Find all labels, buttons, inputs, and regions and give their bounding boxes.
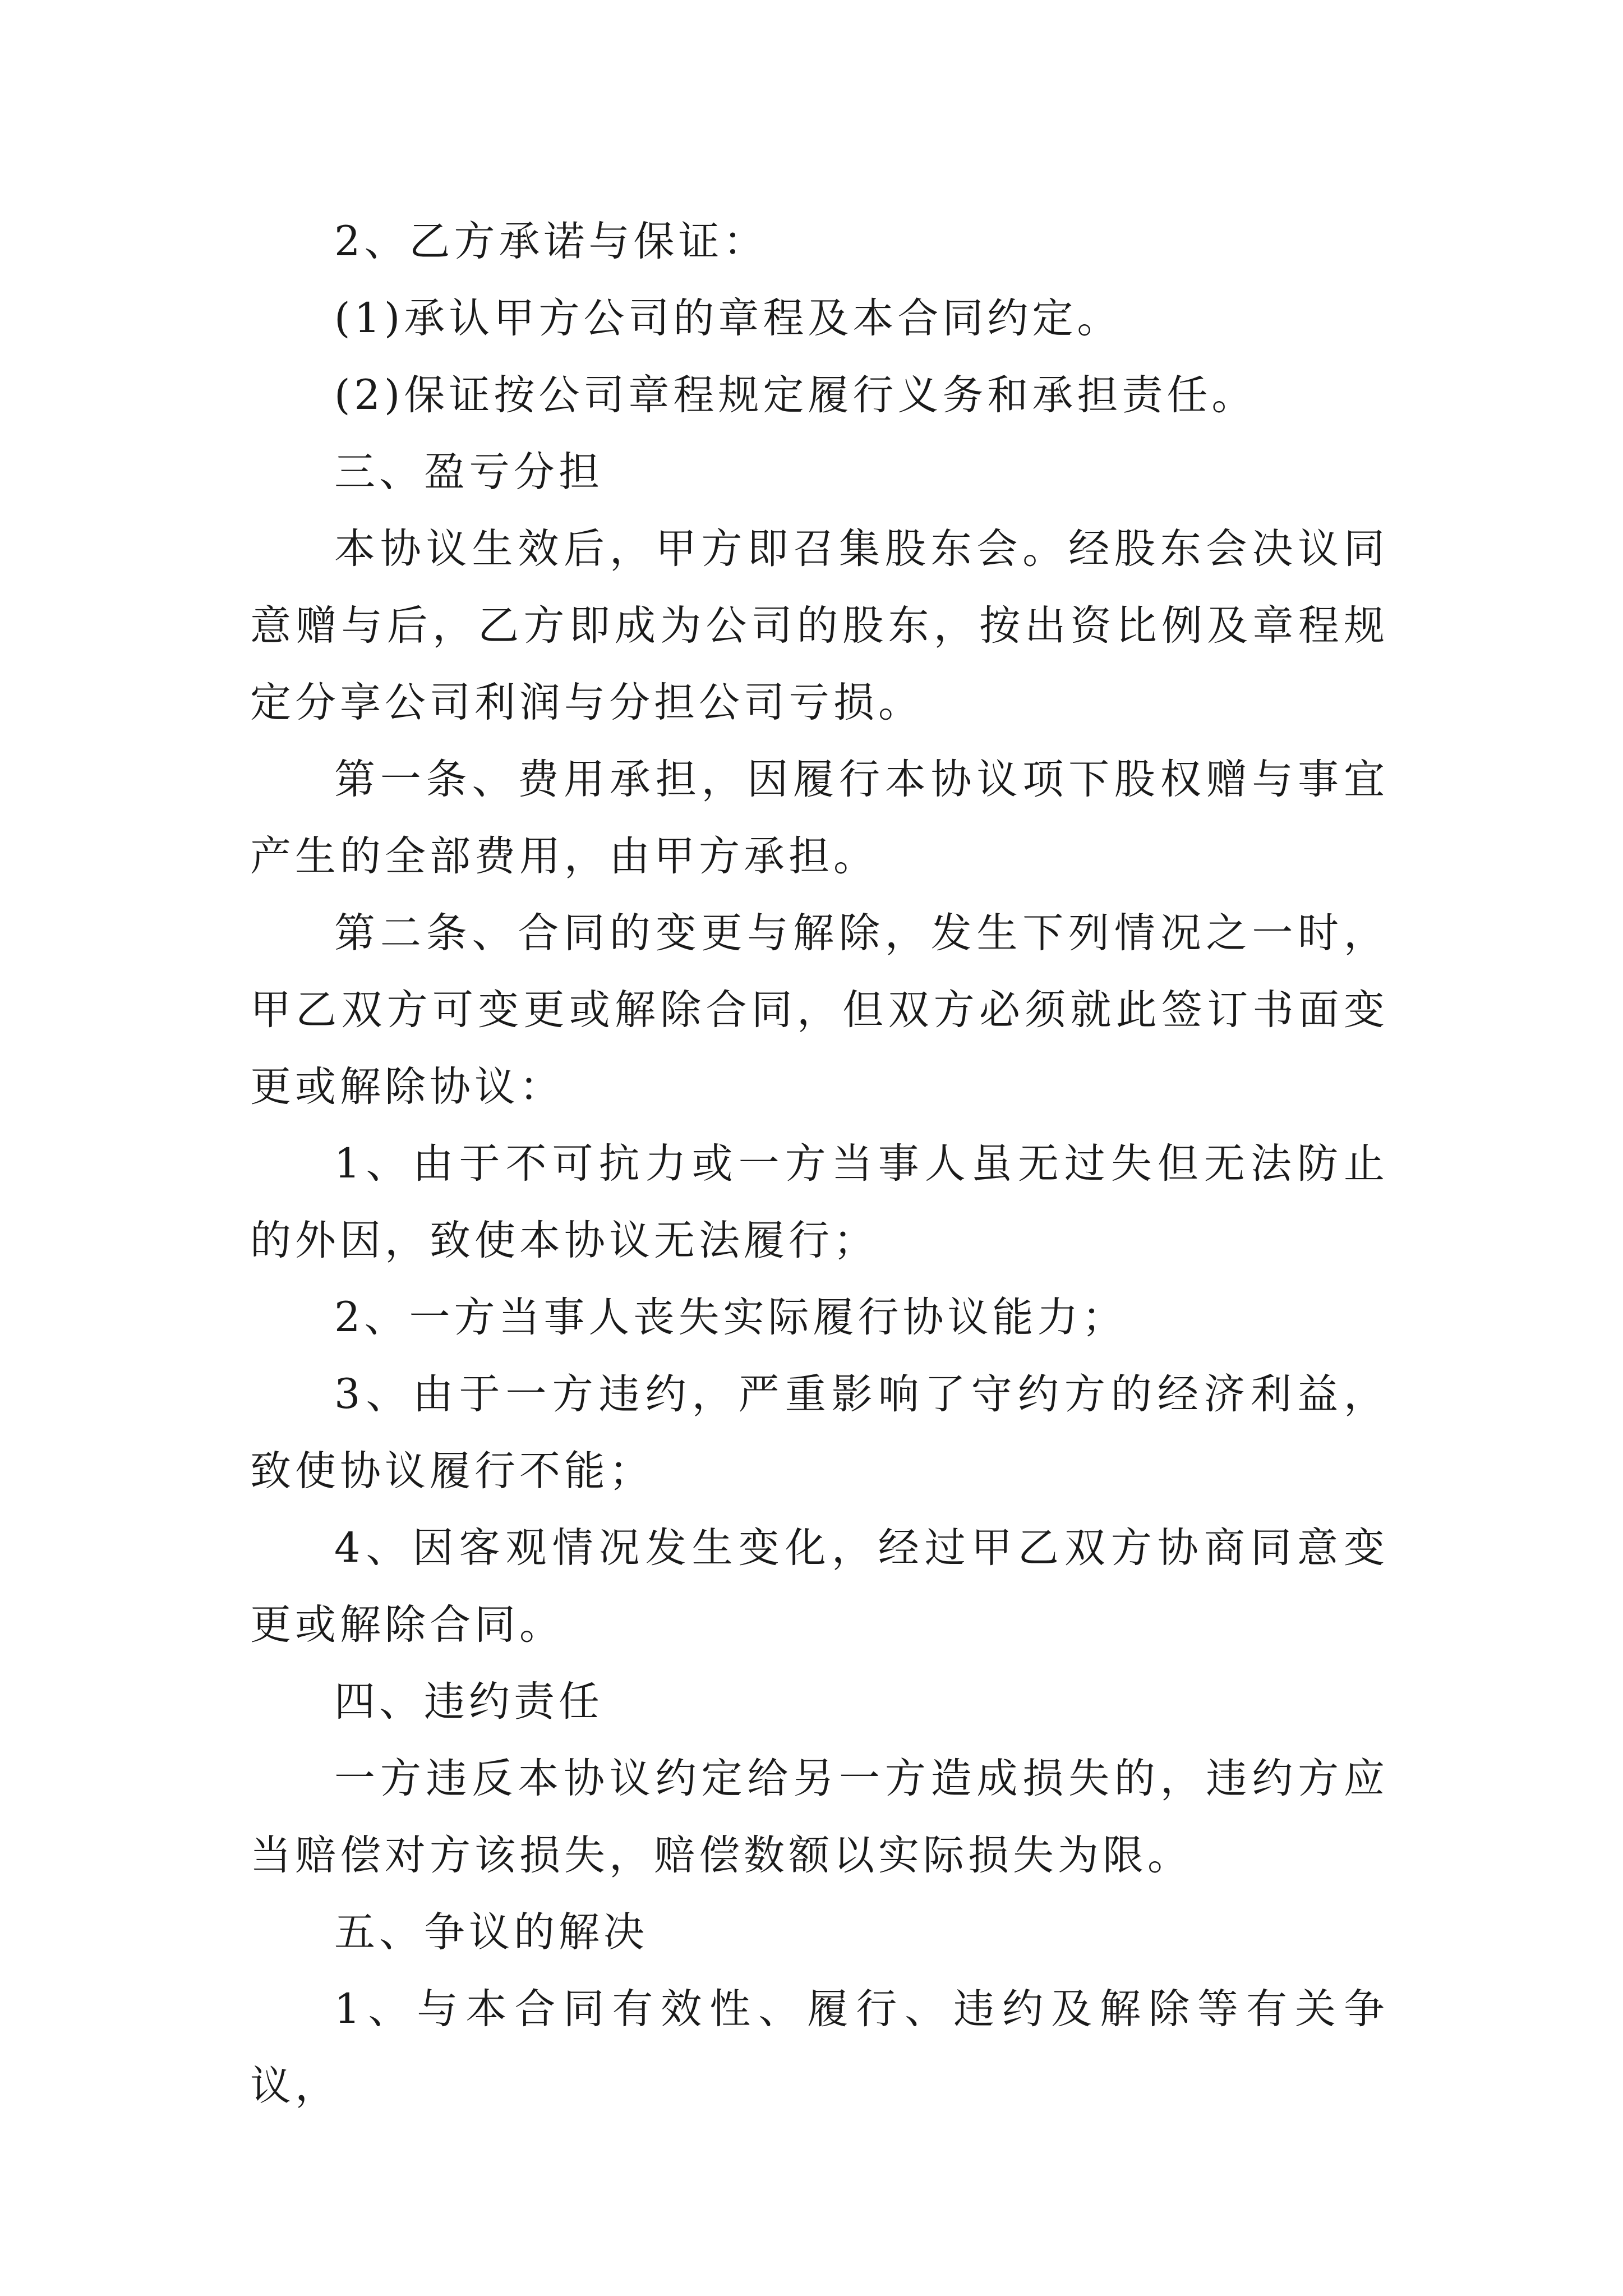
- paragraph-party-b-commitment-heading: 2、乙方承诺与保证：: [334, 218, 768, 265]
- paragraph-liability-body: 一方违反本协议约定给另一方造成损失的，违约方应当赔偿对方该损失，赔偿数额以实际损失为限。: [250, 1755, 1389, 1879]
- section-heading-dispute-resolution: 五、争议的解决: [334, 1908, 648, 1956]
- paragraph-commitment-item-1: (1)承认甲方公司的章程及本合同约定。: [334, 295, 1122, 342]
- paragraph-termination-case-3: 3、由于一方违约，严重影响了守约方的经济利益，致使协议履行不能；: [250, 1370, 1389, 1495]
- paragraph-article-1-costs: 第一条、费用承担，因履行本协议项下股权赠与事宜产生的全部费用，由甲方承担。: [250, 756, 1389, 880]
- paragraph-termination-case-1: 1、由于不可抗力或一方当事人虽无过失但无法防止的外因，致使本协议无法履行；: [250, 1140, 1389, 1264]
- paragraph-dispute-item-1: 1、与本合同有效性、履行、违约及解除等有关争议，: [250, 1985, 1389, 2110]
- paragraph-article-2-change-termination: 第二条、合同的变更与解除，发生下列情况之一时，甲乙双方可变更或解除合同，但双方必须就此签订书面变更或解除协议：: [250, 909, 1389, 1111]
- paragraph-termination-case-4: 4、因客观情况发生变化，经过甲乙双方协商同意变更或解除合同。: [250, 1524, 1389, 1649]
- section-heading-profit-loss: 三、盈亏分担: [334, 448, 603, 496]
- paragraph-profit-loss-body: 本协议生效后，甲方即召集股东会。经股东会决议同意赠与后，乙方即成为公司的股东，按出资比例及章程规定分享公司利润与分担公司亏损。: [250, 525, 1389, 726]
- document-body: [250, 203, 1389, 2124]
- paragraph-termination-case-2: 2、一方当事人丧失实际履行协议能力；: [334, 1294, 1127, 1341]
- paragraph-commitment-item-2: (2)保证按公司章程规定履行义务和承担责任。: [334, 371, 1257, 419]
- section-heading-liability: 四、违约责任: [334, 1678, 603, 1726]
